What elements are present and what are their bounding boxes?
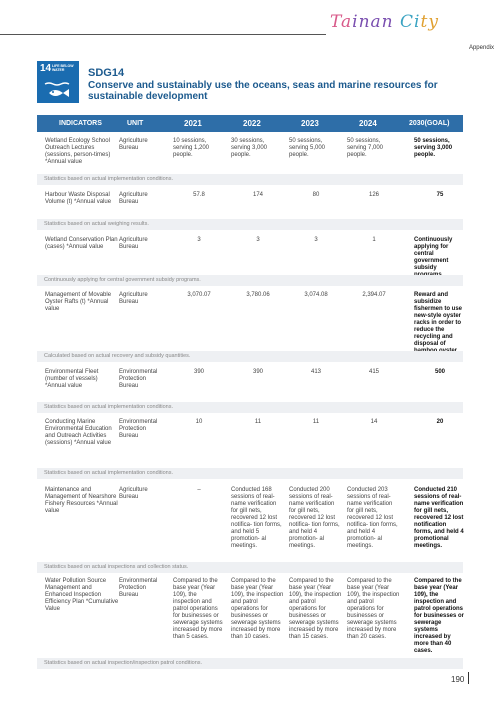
row-note: Statistics based on actual implementation conditions. <box>37 402 463 413</box>
unit-cell: Environmental Protection Bureau <box>119 578 158 598</box>
page-number: 190 <box>451 675 465 684</box>
fish-icon <box>43 79 73 101</box>
header-2024: 2024 <box>359 119 377 128</box>
value-2022: 30 sessions, serving 3,000 people. <box>231 138 268 158</box>
value-2023: 413 <box>310 369 321 375</box>
value-goal: 50 sessions, serving 3,000 people. <box>414 138 453 158</box>
unit-cell: Agriculture Bureau <box>119 292 148 305</box>
row-note: Statistics based on actual inspections and collection status. <box>37 562 463 573</box>
value-2024: 50 sessions, serving 7,000 people. <box>347 138 384 158</box>
header-2030-goal: 2030(GOAL) <box>409 120 450 127</box>
row-note: Statistics based on actual implementation conditions. <box>37 468 463 479</box>
page-number-divider <box>468 672 469 684</box>
header-2021: 2021 <box>184 119 202 128</box>
indicator-cell: Management of Movable Oyster Rafts (t) *Annual value <box>45 292 112 312</box>
value-2024: Compared to the base year (Year 109), the inspection and patrol operations for businesses or sewerage systems increased by more than 20 cases. <box>347 578 400 640</box>
value-2021: 10 sessions, serving 1,200 people. <box>173 138 210 158</box>
value-2021: – <box>197 487 201 493</box>
sdg-number: 14 <box>40 63 52 74</box>
value-goal: Conducted 210 sessions of real-name verification for gill nets, recovered 12 lost notification forms, and held 4 promotional meetings. <box>414 487 464 549</box>
value-2023: 3,074.08 <box>304 292 328 298</box>
value-goal: 500 <box>434 369 445 375</box>
sdg-goal-title: Conserve and sustainably use the oceans, seas and marine resources for sustainable development <box>88 80 438 102</box>
indicator-cell: Harbour Waste Disposal Volume (t) *Annual value <box>45 192 112 205</box>
sdg14-icon <box>37 61 79 103</box>
table-header <box>37 115 463 132</box>
unit-cell: Agriculture Bureau <box>119 192 148 205</box>
value-2024: 14 <box>370 419 378 425</box>
sdg-icon-label: LIFE BELOW WATER <box>52 64 74 72</box>
value-goal: 20 <box>436 419 444 425</box>
value-2021: 3,070.07 <box>187 292 211 298</box>
value-2023: 50 sessions, serving 5,000 people. <box>289 138 326 158</box>
indicator-cell: Environmental Fleet (number of vessels) *Annual value <box>45 369 99 389</box>
indicator-cell: Water Pollution Source Management and Enhanced Inspection Efficiency Plan *Cumulative Value <box>45 578 119 612</box>
section-label: Appendix <box>468 45 494 51</box>
row-note: Continuously applying for central government subsidy programs. <box>37 275 463 286</box>
value-2022: 174 <box>252 192 263 198</box>
value-2022: 11 <box>254 419 262 425</box>
value-2021: 10 <box>195 419 203 425</box>
value-2022: Conducted 168 sessions of real-name verification for gill nets, recovered 12 lost notifica- tion forms, and held 5 promotion- al meetings. <box>231 487 282 549</box>
value-2022: 390 <box>252 369 263 375</box>
indicator-cell: Conducting Marine Environmental Education and Outreach Activities (sessions) *Annual value <box>45 419 112 446</box>
row-note: Calculated based on actual recovery and subsidy quantities. <box>37 351 463 362</box>
value-2023: Conducted 200 sessions of real-name verification for gill nets, recovered 12 lost notifica- tion forms, and held 4 promotion- al meetings. <box>289 487 340 549</box>
unit-cell: Agriculture Bureau <box>119 138 148 151</box>
value-2024: 1 <box>372 237 376 243</box>
unit-cell: Environmental Protection Bureau <box>119 369 158 389</box>
value-2024: 415 <box>368 369 379 375</box>
indicator-cell: Wetland Conservation Plan (cases) *Annual value <box>45 237 118 250</box>
header-unit: UNIT <box>127 120 144 127</box>
indicator-cell: Wetland Ecology School Outreach Lectures (sessions, person-times) *Annual value <box>45 138 111 165</box>
header-2022: 2022 <box>243 119 261 128</box>
indicator-cell: Maintenance and Management of Nearshore Fishery Resources *Annual value <box>45 487 118 514</box>
row-note: Statistics based on actual weighing results. <box>37 219 463 230</box>
value-goal: Continuously applying for central government subsidy <box>414 237 453 271</box>
value-2024: 126 <box>368 192 379 198</box>
value-2021: 57.8 <box>193 192 205 198</box>
value-2022: 3,780.06 <box>246 292 270 298</box>
value-2021: 390 <box>193 369 204 375</box>
value-goal: Reward and subsidize fishermen to use new-style oyster racks in order to reduce the recycling and disposal of <box>414 292 463 347</box>
value-2024: 2,394.07 <box>362 292 386 298</box>
unit-cell: Agriculture Bureau <box>119 237 148 250</box>
value-2024: Conducted 203 sessions of real-name verification for gill nets, recovered 12 lost notifica- tion forms, and held 4 promotion- al meetings. <box>347 487 398 549</box>
header-indicators: INDICATORS <box>59 120 102 127</box>
value-goal: 75 <box>436 192 444 198</box>
value-2023: 80 <box>312 192 320 198</box>
value-2023: 3 <box>314 237 318 243</box>
row-note: Statistics based on actual inspection/inspection patrol conditions. <box>37 658 463 669</box>
header-rule <box>0 34 326 35</box>
row-note: Statistics based on actual implementation conditions. <box>37 174 463 185</box>
value-2022: Compared to the base year (Year 109), the inspection and patrol operations for businesses or sewerage systems increased by more than 10 cases. <box>231 578 284 640</box>
value-2023: Compared to the base year (Year 109), the inspection and patrol operations for businesses or sewerage systems increased by more than 15 cases. <box>289 578 342 640</box>
unit-cell: Environmental Protection Bureau <box>119 419 158 439</box>
value-2023: 11 <box>312 419 320 425</box>
sdg-code: SDG14 <box>88 67 125 79</box>
value-2022: 3 <box>256 237 260 243</box>
value-goal: Compared to the base year (Year 109), the inspection and patrol operations for businesses or sewerage systems increased by more than 40 cases. <box>414 578 465 654</box>
value-2021: 3 <box>197 237 201 243</box>
tainan-city-logo: Tainan City <box>330 12 439 32</box>
sdg-heading <box>88 67 458 102</box>
value-2021: Compared to the base year (Year 109), the inspection and patrol operations for businesses or sewerage systems increased by more than 5 cases. <box>173 578 223 640</box>
unit-cell: Agriculture Bureau <box>119 487 148 500</box>
header-2023: 2023 <box>301 119 319 128</box>
